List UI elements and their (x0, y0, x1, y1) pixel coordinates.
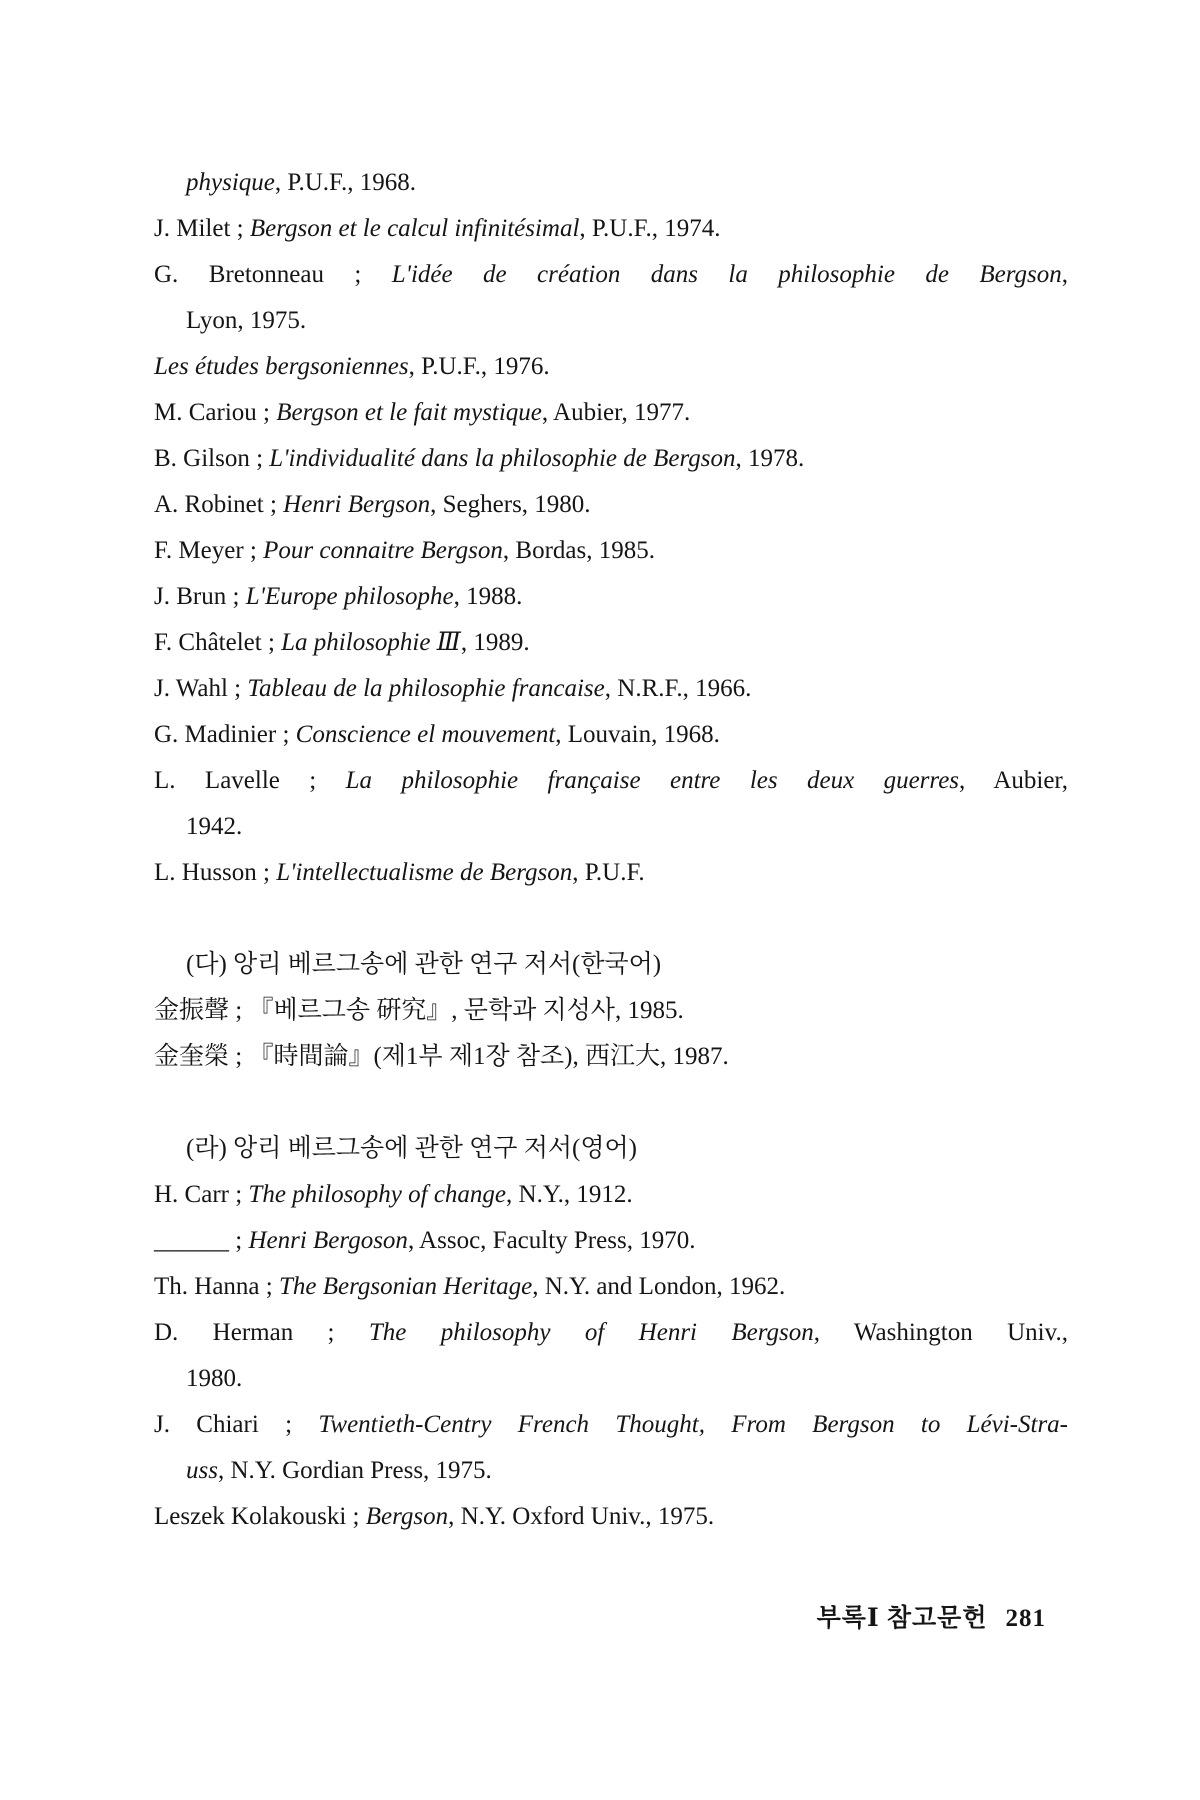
entry-text: J. Chiari ; (154, 1411, 319, 1438)
entry-text: , P.U.F. (572, 859, 645, 886)
work-title: Henri Bergoson (248, 1227, 408, 1254)
work-title: The Bergsonian Heritage (278, 1273, 533, 1300)
entry-line (154, 574, 1068, 620)
entry-line (154, 712, 1068, 758)
bibliography-entry (154, 528, 1068, 574)
entry-text: G. Bretonneau ; (154, 261, 392, 288)
entry-text: F. Meyer ; (154, 537, 264, 564)
entry-text: L. Husson ; (154, 859, 277, 886)
entry-line (154, 528, 1068, 574)
entry-line (154, 482, 1068, 528)
entry-line (154, 1034, 1068, 1080)
work-title: Conscience el mouvement (295, 721, 556, 748)
entry-text: , Assoc, Faculty Press, 1970. (407, 1227, 696, 1254)
bibliography-entry (154, 206, 1068, 252)
section-heading (154, 942, 1068, 988)
work-title: Bergson (365, 1503, 449, 1530)
work-title: The philosophy of Henri Bergson (368, 1319, 814, 1346)
bibliography-entry (154, 574, 1068, 620)
bibliography-list (154, 160, 1068, 1540)
entry-text: L. Lavelle ; (154, 767, 346, 794)
entry-text: B. Gilson ; (154, 445, 270, 472)
work-title: L'Europe philosophe (245, 583, 454, 610)
entry-line (154, 1310, 1068, 1356)
bibliography-entry (154, 1402, 1068, 1494)
entry-text: Th. Hanna ; (154, 1273, 279, 1300)
entry-text: G. Madinier ; (154, 721, 296, 748)
bibliography-entry (154, 390, 1068, 436)
entry-line (154, 804, 1068, 850)
entry-line (154, 298, 1068, 344)
entry-text: D. Herman ; (154, 1319, 369, 1346)
entry-line (154, 206, 1068, 252)
bibliography-entry (154, 436, 1068, 482)
work-title: physique (186, 169, 275, 196)
bibliography-entry (154, 988, 1068, 1034)
entry-line (154, 344, 1068, 390)
entry-line (154, 252, 1068, 298)
entry-text: , (1061, 261, 1069, 288)
entry-line (154, 1356, 1068, 1402)
section-heading (154, 1126, 1068, 1172)
entry-text: , Seghers, 1980. (430, 491, 591, 518)
entry-text: A. Robinet ; (154, 491, 284, 518)
bibliography-entry (154, 1034, 1068, 1080)
entry-text: , 1989. (460, 629, 530, 656)
entry-line (154, 436, 1068, 482)
work-title: Twentieth-Centry French Thought, From Bergson to Lévi-Stra- (318, 1411, 1068, 1438)
entry-text: 金奎榮 ; 『時間論』(제1부 제1장 참조), 西江大, 1987. (154, 1043, 729, 1070)
work-title: Tableau de la philosophie francaise (247, 675, 605, 702)
entry-text: , Aubier, 1977. (541, 399, 691, 426)
entry-line (154, 160, 1068, 206)
entry-text: , P.U.F., 1968. (274, 169, 416, 196)
work-title: Bergson et le calcul infinitésimal (249, 215, 580, 242)
work-title: uss (186, 1457, 218, 1484)
bibliography-entry (154, 620, 1068, 666)
entry-text: , P.U.F., 1976. (408, 353, 550, 380)
bibliography-entry (154, 1494, 1068, 1540)
bibliography-entry (154, 160, 1068, 206)
page-footer (799, 1598, 1046, 1634)
entry-line (154, 1448, 1068, 1494)
entry-text: , 1988. (453, 583, 523, 610)
entry-text: (라) 앙리 베르그송에 관한 연구 저서(영어) (186, 1135, 637, 1162)
entry-text: , 1978. (735, 445, 805, 472)
bibliography-entry (154, 850, 1068, 896)
entry-line (154, 1218, 1068, 1264)
entry-text: , Louvain, 1968. (555, 721, 720, 748)
entry-text: ______ ; (154, 1227, 249, 1254)
entry-line (154, 850, 1068, 896)
entry-line (154, 1264, 1068, 1310)
running-footer-title: 부록Ⅰ 참고문헌 (816, 1605, 988, 1632)
entry-text: , Aubier, (959, 767, 1068, 794)
entry-text: , N.Y. Gordian Press, 1975. (217, 1457, 492, 1484)
entry-line (154, 1172, 1068, 1218)
entry-text: M. Cariou ; (154, 399, 277, 426)
entry-line (186, 942, 1068, 988)
entry-line (154, 1402, 1068, 1448)
entry-text: (다) 앙리 베르그송에 관한 연구 저서(한국어) (186, 951, 662, 978)
bibliography-entry (154, 758, 1068, 850)
entry-text: , N.Y., 1912. (506, 1181, 633, 1208)
entry-text: J. Wahl ; (154, 675, 248, 702)
entry-text: , N.Y. Oxford Univ., 1975. (448, 1503, 715, 1530)
entry-text: , Washington Univ., (813, 1319, 1068, 1346)
work-title: Bergson et le fait mystique (276, 399, 542, 426)
entry-text: Lyon, 1975. (186, 307, 307, 334)
work-title: Les études bergsoniennes (154, 353, 409, 380)
bibliography-entry (154, 666, 1068, 712)
entry-line (186, 1126, 1068, 1172)
entry-text: 金振聲 ; 『베르그송 硏究』, 문학과 지성사, 1985. (154, 997, 684, 1024)
bibliography-entry (154, 1264, 1068, 1310)
entry-line (154, 666, 1068, 712)
bibliography-entry (154, 252, 1068, 344)
entry-line (154, 1494, 1068, 1540)
bibliography-entry (154, 482, 1068, 528)
entry-text: F. Châtelet ; (154, 629, 282, 656)
work-title: Henri Bergson (283, 491, 431, 518)
entry-line (154, 390, 1068, 436)
entry-text: , P.U.F., 1974. (579, 215, 721, 242)
bibliography-entry (154, 712, 1068, 758)
work-title: La philosophie Ⅲ (281, 629, 461, 656)
entry-text: J. Milet ; (154, 215, 250, 242)
entry-text: Leszek Kolakouski ; (154, 1503, 366, 1530)
entry-text: 1942. (186, 813, 243, 840)
entry-text: , N.R.F., 1966. (604, 675, 752, 702)
entry-line (154, 758, 1068, 804)
work-title: L'individualité dans la philosophie de Bergson (269, 445, 736, 472)
work-title: La philosophie française entre les deux guerres (345, 767, 960, 794)
entry-line (154, 988, 1068, 1034)
work-title: L'intellectualisme de Bergson (276, 859, 573, 886)
work-title: L'idée de création dans la philosophie de Bergson (391, 261, 1062, 288)
bibliography-entry (154, 1172, 1068, 1218)
work-title: The philosophy of change (248, 1181, 507, 1208)
entry-text: , N.Y. and London, 1962. (532, 1273, 786, 1300)
bibliography-entry (154, 1310, 1068, 1402)
work-title: Pour connaitre Bergson (263, 537, 503, 564)
page-number: 281 (1005, 1605, 1046, 1632)
entry-text: H. Carr ; (154, 1181, 249, 1208)
bibliography-entry (154, 344, 1068, 390)
entry-text: 1980. (186, 1365, 243, 1392)
entry-line (154, 620, 1068, 666)
entry-text: J. Brun ; (154, 583, 246, 610)
bibliography-entry (154, 1218, 1068, 1264)
entry-text: , Bordas, 1985. (502, 537, 655, 564)
